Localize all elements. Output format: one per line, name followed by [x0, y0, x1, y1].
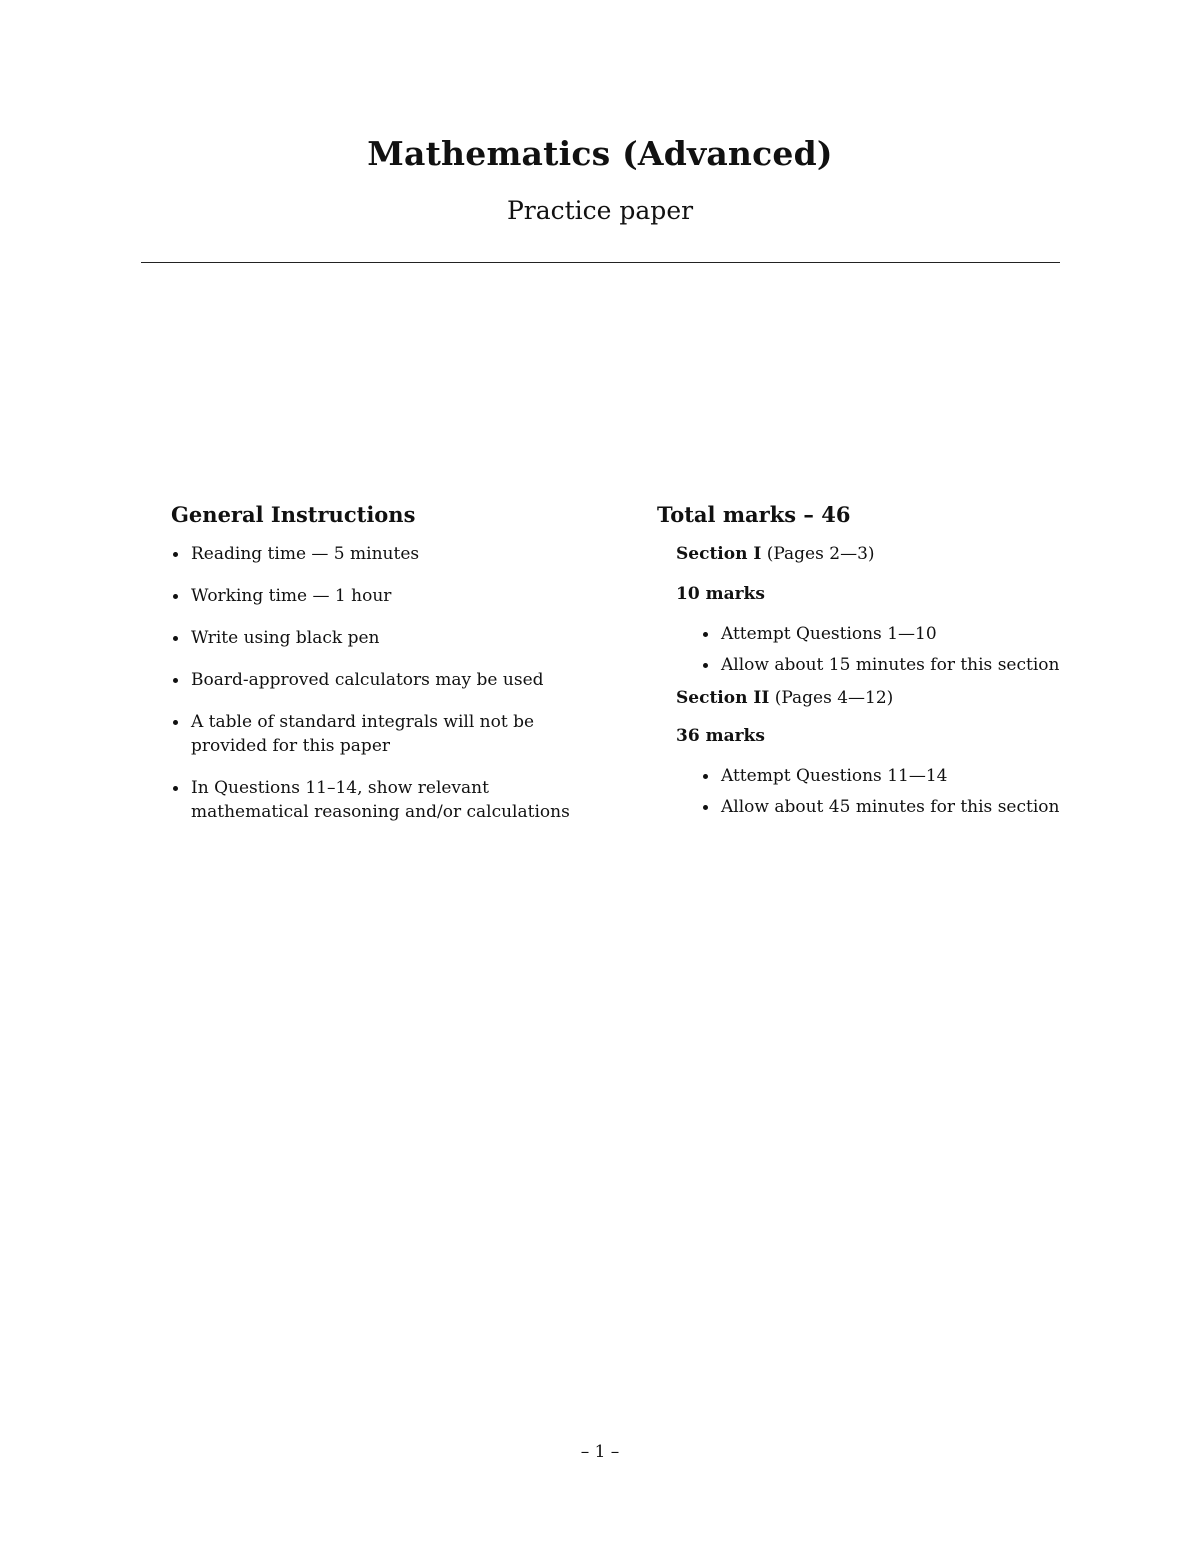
instruction-item: Board-approved calculators may be used — [171, 668, 591, 692]
section-1-item: Allow about 15 minutes for this section — [701, 653, 1077, 677]
section-2-item: Attempt Questions 11—14 — [701, 764, 1077, 788]
title-divider — [141, 262, 1060, 263]
section-1-item: Attempt Questions 1—10 — [701, 622, 1077, 646]
instruction-item: A table of standard integrals will not be provided for this paper — [171, 710, 591, 758]
general-instructions-heading: General Instructions — [171, 502, 416, 527]
section-2-pages: (Pages 4—12) — [774, 688, 894, 708]
section-2-marks: 36 marks — [676, 726, 765, 746]
total-marks-heading: Total marks – 46 — [657, 502, 851, 527]
section-1-pages: (Pages 2—3) — [766, 544, 875, 564]
section-2-heading — [676, 686, 1077, 710]
section-2-item: Allow about 45 minutes for this section — [701, 795, 1077, 819]
paper-title: Mathematics (Advanced) — [367, 134, 833, 173]
section-1-name: Section I — [676, 544, 762, 564]
instruction-item: Reading time — 5 minutes — [171, 542, 591, 566]
section-1-heading — [676, 542, 1077, 566]
total-marks-panel — [657, 500, 1077, 826]
general-instructions-list — [171, 542, 591, 824]
section-1-marks: 10 marks — [676, 584, 765, 604]
section-2-list — [701, 764, 1077, 819]
instruction-item: Write using black pen — [171, 626, 591, 650]
section-1-list — [701, 622, 1077, 677]
general-instructions-panel — [171, 500, 591, 842]
instruction-item: Working time — 1 hour — [171, 584, 591, 608]
instruction-item: In Questions 11–14, show relevant mathematical reasoning and/or calculations — [171, 776, 591, 824]
section-2-name: Section II — [676, 688, 770, 708]
page-number: – 1 – — [580, 1442, 620, 1462]
paper-subtitle: Practice paper — [506, 196, 694, 225]
